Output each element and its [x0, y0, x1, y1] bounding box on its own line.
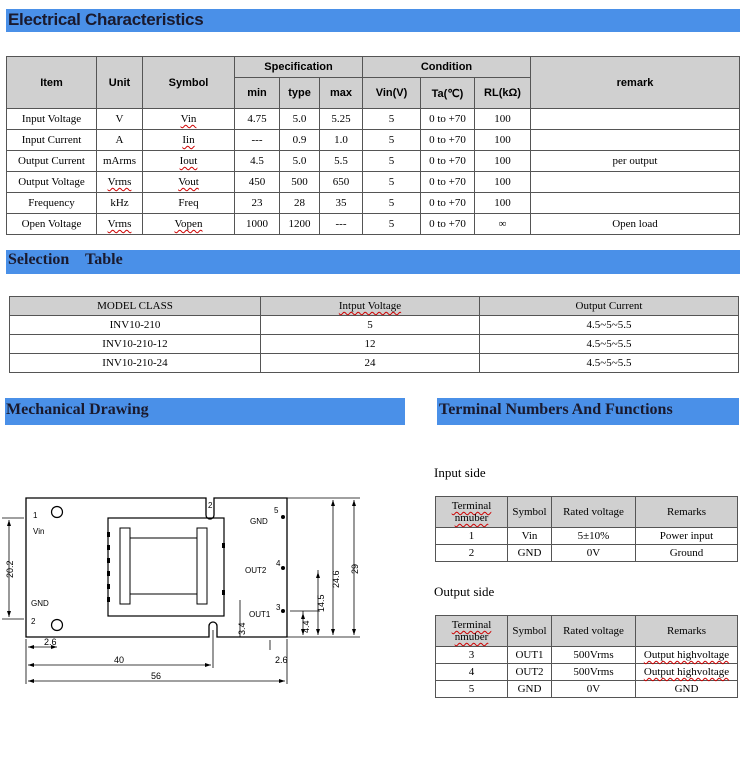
table-row: [436, 545, 738, 562]
dim-4-4: 4.4: [301, 620, 311, 633]
table-row: [436, 681, 738, 698]
cell: ---: [235, 130, 280, 151]
pin-label-2: 2: [31, 617, 36, 626]
pin-4: [281, 566, 285, 570]
col-model: MODEL CLASS: [10, 297, 261, 316]
cell: 0 to +70: [421, 214, 475, 235]
pin-label-3: 3: [276, 603, 281, 612]
pin-5: [281, 515, 285, 519]
cell: INV10-210: [10, 316, 261, 335]
table-row: [436, 528, 738, 545]
cell: 1200: [280, 214, 320, 235]
dim-2-6-b: 2.6: [275, 655, 288, 665]
terminal-title: Terminal Numbers And Functions: [439, 401, 673, 418]
cell: Freq: [143, 193, 235, 214]
cell: per output: [531, 151, 740, 172]
cell: A: [97, 130, 143, 151]
table-row: [7, 109, 740, 130]
table-row: [10, 316, 739, 335]
cell: 5±10%: [552, 528, 636, 545]
col-rl: RL(kΩ): [475, 78, 531, 109]
electrical-title: Electrical Characteristics: [8, 10, 204, 29]
cell: [531, 109, 740, 130]
cell: 5.5: [320, 151, 363, 172]
cell: GND: [508, 681, 552, 698]
col-terminal-label: Terminal nmuber: [451, 500, 492, 524]
col-symbol: Symbol: [508, 497, 552, 528]
cell: ---: [320, 214, 363, 235]
cell: 650: [320, 172, 363, 193]
col-rated: Rated voltage: [552, 497, 636, 528]
col-vin: Vin(V): [363, 78, 421, 109]
dim-24-6: 24.6: [331, 570, 341, 588]
cell: 4.5~5~5.5: [480, 316, 739, 335]
col-unit: Unit: [97, 57, 143, 109]
cell: Open load: [531, 214, 740, 235]
mechanical-title: Mechanical Drawing: [6, 401, 149, 418]
table-row: [7, 172, 740, 193]
col-terminal: [436, 616, 508, 647]
pin-label-gnd-left: GND: [31, 599, 49, 608]
col-symbol: Symbol: [508, 616, 552, 647]
cell: 4: [436, 664, 508, 681]
dim-56: 56: [151, 671, 162, 681]
pin-label-5: 5: [274, 506, 279, 515]
cell: Power input: [636, 528, 738, 545]
cell: 5: [261, 316, 480, 335]
col-rated: Rated voltage: [552, 616, 636, 647]
table-row: [7, 214, 740, 235]
cell: Vin: [143, 109, 235, 130]
cell: kHz: [97, 193, 143, 214]
cell: Input Voltage: [7, 109, 97, 130]
table-row: [7, 151, 740, 172]
cell: 5.25: [320, 109, 363, 130]
pin-label-out2: OUT2: [245, 566, 267, 575]
cell: 12: [261, 335, 480, 354]
cell: 100: [475, 130, 531, 151]
col-symbol: Symbol: [143, 57, 235, 109]
cell: 4.5~5~5.5: [480, 354, 739, 373]
cell: Input Current: [7, 130, 97, 151]
cell: ∞: [475, 214, 531, 235]
cell: Iin: [143, 130, 235, 151]
col-terminal-label: Terminal nmuber: [451, 619, 492, 643]
cell: Vrms: [97, 172, 143, 193]
table-row: [7, 193, 740, 214]
table-row: [436, 647, 738, 664]
output-terminal-table: [435, 615, 738, 698]
col-remarks: Remarks: [636, 616, 738, 647]
cell: Frequency: [7, 193, 97, 214]
col-min: min: [235, 78, 280, 109]
pin-label-vin: Vin: [33, 527, 45, 536]
cell: 5.0: [280, 109, 320, 130]
cell: 3: [436, 647, 508, 664]
mount-hole-bottom: [52, 620, 63, 631]
cell: 500Vrms: [552, 664, 636, 681]
col-specification: Specification: [235, 57, 363, 78]
mechanical-drawing: [0, 480, 370, 690]
cell: Output highvoltage: [636, 664, 738, 681]
cell: 5: [363, 214, 421, 235]
cell: 4.5: [235, 151, 280, 172]
cell: Output highvoltage: [636, 647, 738, 664]
cell: 2: [436, 545, 508, 562]
dim-20-2: 20.2: [5, 560, 15, 578]
dim-3-4: 3.4: [237, 622, 247, 635]
dim-14-5: 14.5: [316, 594, 326, 612]
col-condition: Condition: [363, 57, 531, 78]
input-side-label: Input side: [434, 465, 486, 480]
col-item: Item: [7, 57, 97, 109]
cell: [531, 172, 740, 193]
cell: 1000: [235, 214, 280, 235]
cell: 0V: [552, 545, 636, 562]
cell: 0V: [552, 681, 636, 698]
cell: Output Current: [7, 151, 97, 172]
cell: 0 to +70: [421, 193, 475, 214]
selection-title: Selection Table: [8, 251, 123, 268]
cell: Iout: [143, 151, 235, 172]
table-row: [10, 354, 739, 373]
col-ta: Ta(℃): [421, 78, 475, 109]
cell: 28: [280, 193, 320, 214]
cell: Output Voltage: [7, 172, 97, 193]
electrical-table: [6, 56, 740, 235]
dim-29: 29: [350, 563, 360, 574]
cell: 0 to +70: [421, 172, 475, 193]
cell: 1.0: [320, 130, 363, 151]
cell: 4.5~5~5.5: [480, 335, 739, 354]
input-terminal-table: [435, 496, 738, 562]
cell: INV10-210-12: [10, 335, 261, 354]
cell: Vout: [143, 172, 235, 193]
cell: Ground: [636, 545, 738, 562]
cell: 0.9: [280, 130, 320, 151]
cell: Vin: [508, 528, 552, 545]
output-side-label: Output side: [434, 584, 495, 599]
cell: OUT2: [508, 664, 552, 681]
cell: GND: [636, 681, 738, 698]
cell: OUT1: [508, 647, 552, 664]
cell: INV10-210-24: [10, 354, 261, 373]
col-remarks: Remarks: [636, 497, 738, 528]
cell: 0 to +70: [421, 130, 475, 151]
col-output: Output Current: [480, 297, 739, 316]
cell: 5: [363, 109, 421, 130]
pin-3: [281, 609, 285, 613]
cell: 5: [436, 681, 508, 698]
cell: 23: [235, 193, 280, 214]
pin-label-1: 1: [33, 511, 38, 520]
cell: 0 to +70: [421, 109, 475, 130]
cell: GND: [508, 545, 552, 562]
cell: 5: [363, 130, 421, 151]
cell: 100: [475, 151, 531, 172]
table-row: [436, 664, 738, 681]
cell: 5: [363, 193, 421, 214]
cell: V: [97, 109, 143, 130]
cell: Vopen: [143, 214, 235, 235]
pin-label-4: 4: [276, 559, 281, 568]
pin-label-2-top: 2: [208, 501, 213, 510]
col-typ: type: [280, 78, 320, 109]
cell: 100: [475, 172, 531, 193]
cell: Open Voltage: [7, 214, 97, 235]
cell: 500Vrms: [552, 647, 636, 664]
cell: 24: [261, 354, 480, 373]
dim-2-6-a: 2.6: [44, 637, 57, 647]
cell: 5: [363, 151, 421, 172]
table-row: [7, 130, 740, 151]
cell: 100: [475, 109, 531, 130]
cell: 5.0: [280, 151, 320, 172]
cell: 450: [235, 172, 280, 193]
cell: 100: [475, 193, 531, 214]
cell: [531, 130, 740, 151]
col-input: Intput Voltage: [261, 297, 480, 316]
cell: mArms: [97, 151, 143, 172]
pin-label-out1: OUT1: [249, 610, 271, 619]
col-remark: remark: [531, 57, 740, 109]
dim-40: 40: [114, 655, 125, 665]
cell: 35: [320, 193, 363, 214]
table-row: [10, 335, 739, 354]
cell: 0 to +70: [421, 151, 475, 172]
pin-label-gnd-right: GND: [250, 517, 268, 526]
cell: 1: [436, 528, 508, 545]
cell: 5: [363, 172, 421, 193]
cell: [531, 193, 740, 214]
selection-table: [9, 296, 739, 373]
mount-hole-top: [52, 507, 63, 518]
cell: 4.75: [235, 109, 280, 130]
col-max: max: [320, 78, 363, 109]
col-terminal: [436, 497, 508, 528]
cell: Vrms: [97, 214, 143, 235]
cell: 500: [280, 172, 320, 193]
